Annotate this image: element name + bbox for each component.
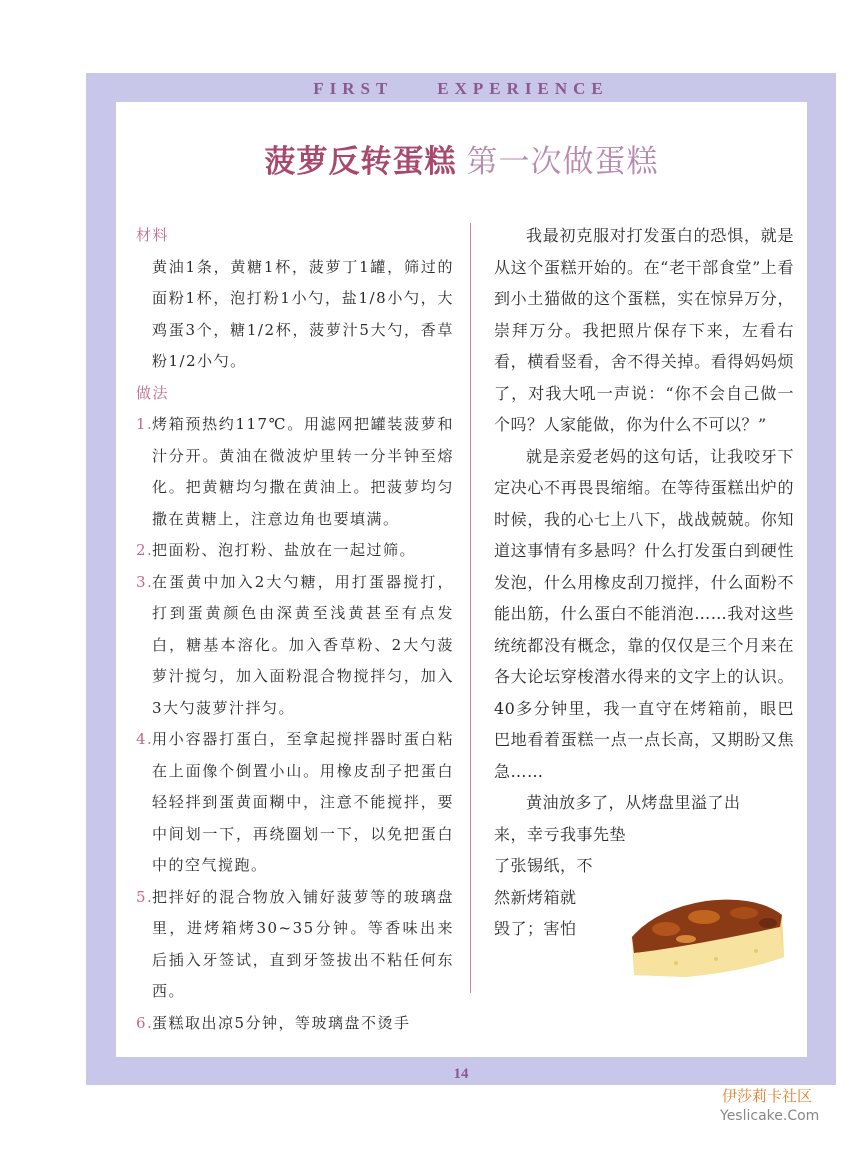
method-step: 4. 用小容器打蛋白，至拿起搅拌器时蛋白粘在上面像个倒置小山。用橡皮刮子把蛋白轻轻拌到蛋黄面糊中，注意不能搅拌，要中间划一下，再绕圈划一下，以免把蛋白中的空气搅跑。 (136, 730, 454, 874)
title-sub: 第一次做蛋糕 (466, 144, 659, 180)
method-step: 3. 在蛋黄中加入2大勺糖，用打蛋器搅打，打到蛋黄颜色由深黄至浅黄甚至有点发白，糖基本溶化。加入香草粉、2大勺菠萝汁搅匀，加入面粉混合物搅拌匀，加入3大勺菠萝汁拌匀。 (136, 572, 454, 717)
method-label: 做法 (136, 383, 170, 402)
story-paragraph-3-line-5: 毁了；害怕 (494, 919, 577, 938)
story-paragraph-2: 就是亲爱老妈的这句话，让我咬牙下定决心不再畏畏缩缩。在等待蛋糕出炉的时候，我的心七上八下，战战兢兢。你知道这事情有多悬吗？什么打发蛋白到硬性发泡，什么用橡皮刮刀搅拌，什么面粉不能出筋，什么蛋白不能消泡……我对这些统统都没有概念，靠的仅仅是三个月来在各大论坛穿梭潜水得来的文字上的认识。40多分钟里，我一直守在烤箱前，眼巴巴地看着蛋糕一点一点长高，又期盼又焦急…… (494, 446, 794, 781)
page-number: 14 (453, 1066, 469, 1082)
ingredients-label: 材料 (136, 226, 170, 244)
method-step: 6. 蛋糕取出凉5分钟，等玻璃盘不烫手 (136, 1013, 411, 1032)
cake-photo (626, 887, 786, 982)
method-step: 2. 把面粉、泡打粉、盐放在一起过筛。 (136, 541, 417, 559)
story-paragraph-1: 我最初克服对打发蛋白的恐惧，就是从这个蛋糕开始的。在“老干部食堂”上看到小土猫做的这个蛋糕，实在惊异万分，崇拜万分。我把照片保存下来，左看右看，横看竖看，舍不得关掉。看得妈妈烦了，对我大吼一声说：“你不会自己做一个吗？人家能做，你为什么不可以？” (494, 226, 794, 434)
header-word-experience: EXPERIENCE (437, 79, 609, 98)
story-paragraph-3-line-4: 然新烤箱就 (494, 887, 577, 907)
watermark-cn: 伊莎莉卡社区 (722, 1087, 813, 1105)
watermark-url: Yeslicake.Com (720, 1108, 820, 1124)
content-area (116, 102, 807, 1057)
page-frame (86, 73, 836, 1085)
running-header (86, 79, 836, 99)
story-column (494, 220, 794, 945)
method-step: 5. 把拌好的混合物放入铺好菠萝等的玻璃盘里，进烤箱烤30~35分钟。等香味出来后插入牙签试，直到牙签拔出不粘任何东西。 (136, 887, 454, 1000)
page-title (116, 142, 807, 182)
story-paragraph-3-line-1: 黄油放多了，从烤盘里溢了出 (526, 793, 741, 812)
header-word-first: FIRST (313, 79, 394, 98)
column-divider (470, 223, 471, 993)
method-step: 1. 烤箱预热约117℃。用滤网把罐装菠萝和汁分开。黄油在微波炉里转一分半钟至熔化。把黄糖均匀撒在黄油上。把菠萝均匀撒在黄糖上，注意边角也要填满。 (136, 415, 454, 528)
title-main: 菠萝反转蛋糕 (264, 144, 457, 180)
recipe-column (136, 220, 454, 1039)
story-paragraph-3-line-2: 来，幸亏我事先垫 (494, 824, 627, 844)
story-paragraph-3-line-3: 了张锡纸，不 (494, 856, 594, 875)
ingredients-text: 黄油1条，黄糖1杯，菠萝丁1罐，筛过的面粉1杯，泡打粉1小勺，盐1/8小勺，大鸡蛋3个，糖1/2杯，菠萝汁5大勺，香草粉1/2小勺。 (152, 257, 454, 370)
